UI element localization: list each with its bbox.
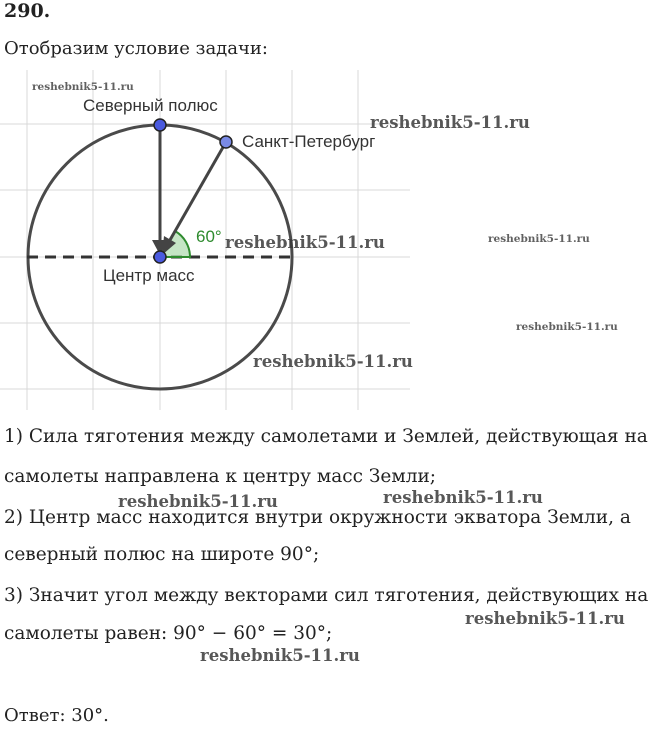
text-line-3a: 3) Значит угол между векторами сил тяготения, действующих на [4, 585, 649, 606]
text-line-1b: самолеты направлена к центру масс Земли; [4, 466, 437, 487]
center-point [154, 251, 166, 263]
watermark: reshebnik5-11.ru [32, 81, 134, 93]
watermark: reshebnik5-11.ru [200, 646, 360, 665]
watermark: reshebnik5-11.ru [118, 492, 278, 511]
spb-point [220, 136, 232, 148]
text-line-2a: 2) Центр масс находится внутри окружности экватора Земли, а [4, 507, 631, 528]
answer-text: Ответ: 30°. [4, 705, 109, 726]
north-pole-point [154, 119, 166, 131]
watermark: reshebnik5-11.ru [516, 321, 618, 333]
watermark: reshebnik5-11.ru [383, 488, 543, 507]
intro-text: Отобразим условие задачи: [4, 38, 268, 59]
text-line-1a: 1) Сила тяготения между самолетами и Землей, действующая на [4, 426, 648, 447]
text-line-3b: самолеты равен: 90° − 60° = 30°; [4, 623, 333, 644]
center-label: Центр масс [103, 266, 195, 285]
angle-label: 60° [196, 227, 222, 246]
watermark: reshebnik5-11.ru [253, 352, 413, 371]
spb-vector [170, 142, 226, 240]
watermark: reshebnik5-11.ru [225, 233, 385, 252]
north-pole-label: Северный полюс [83, 96, 218, 115]
spb-label: Санкт-Петербург [242, 132, 376, 151]
text-line-2b: северный полюс на широте 90°; [4, 544, 320, 565]
watermark: reshebnik5-11.ru [370, 113, 530, 132]
watermark: reshebnik5-11.ru [488, 233, 590, 245]
watermark: reshebnik5-11.ru [465, 609, 625, 628]
problem-number: 290. [4, 0, 51, 22]
